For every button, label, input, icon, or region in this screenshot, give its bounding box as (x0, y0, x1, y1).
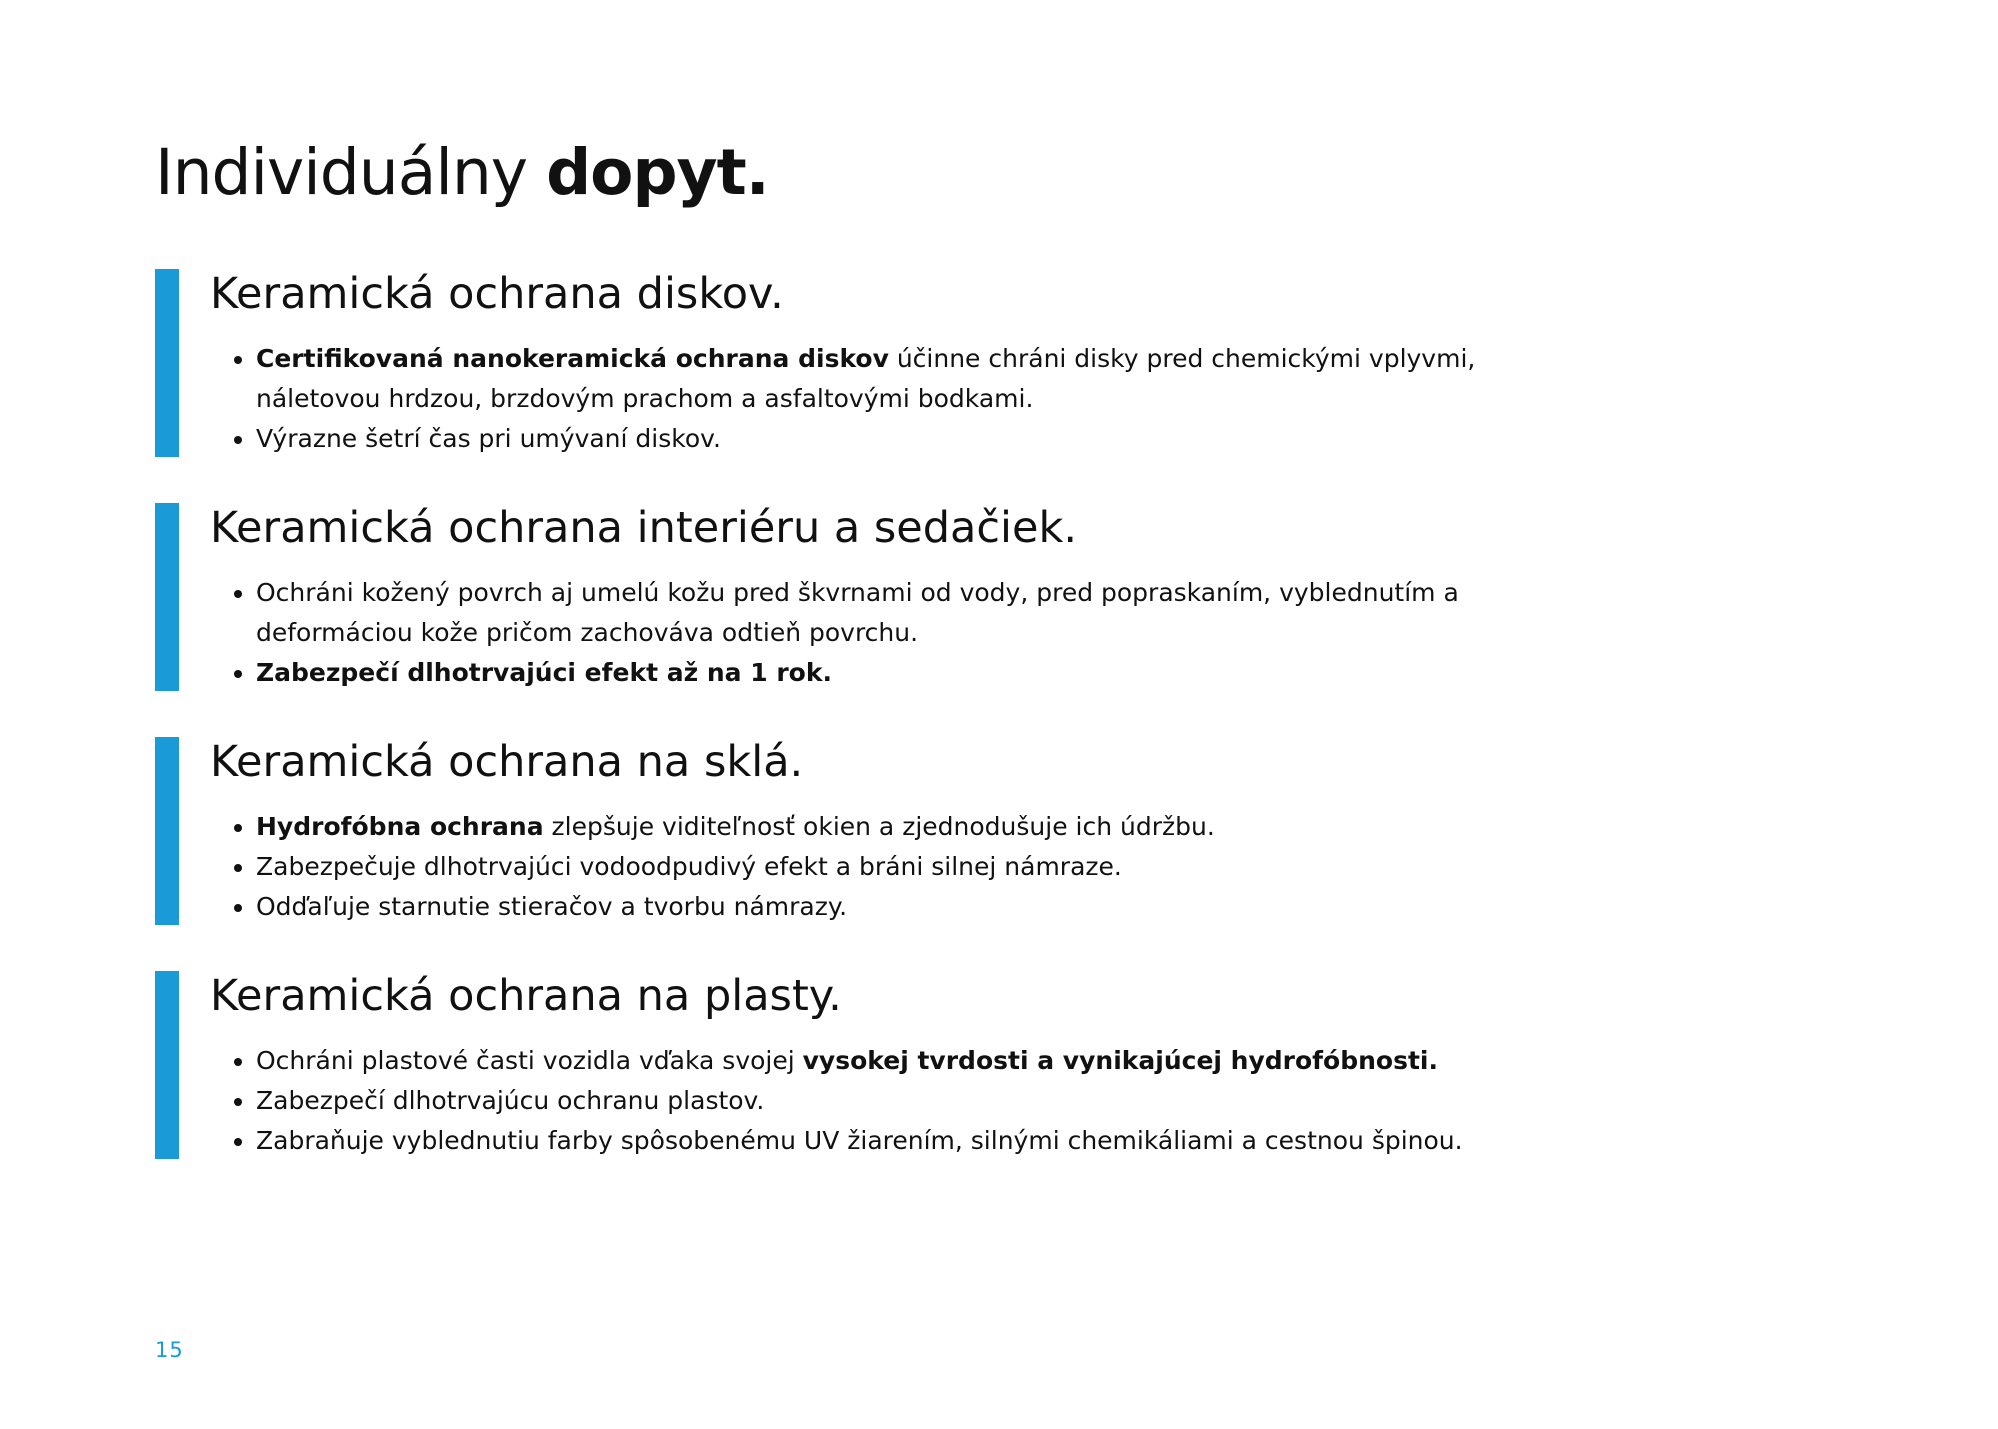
page-title (155, 138, 769, 207)
list-item (256, 847, 1576, 887)
bullet-list (210, 1041, 1576, 1161)
section-heading: Keramická ochrana na sklá. (210, 737, 804, 787)
bullet-list (210, 339, 1576, 459)
section-heading: Keramická ochrana na plasty. (210, 971, 842, 1021)
section-accent-bar (155, 269, 179, 457)
bullet-list (210, 807, 1576, 927)
list-item (256, 339, 1576, 419)
list-item-text: Ochráni plastové časti vozidla vďaka svojej (256, 1046, 803, 1075)
list-item (256, 653, 1576, 693)
list-item-bold: Hydrofóbna ochrana (256, 812, 544, 841)
section-interior (155, 503, 1655, 691)
list-item-bold: Zabezpečí dlhotrvajúci efekt až na 1 rok. (256, 658, 832, 687)
list-item-text: Zabezpečuje dlhotrvajúci vodoodpudivý efekt a bráni silnej námraze. (256, 852, 1122, 881)
section-disks (155, 269, 1655, 457)
list-item-text: zlepšuje viditeľnosť okien a zjednodušuje ich údržbu. (543, 812, 1215, 841)
list-item (256, 1041, 1576, 1081)
list-item-text: účinne chráni disky pred chemickými vplyvmi, náletovou hrdzou, brzdovým prachom a asfaltovými bodkami. (256, 344, 1476, 413)
list-item (256, 1121, 1576, 1161)
section-plastics (155, 971, 1655, 1159)
section-accent-bar (155, 971, 179, 1159)
list-item (256, 1081, 1576, 1121)
section-glass (155, 737, 1655, 925)
section-heading: Keramická ochrana interiéru a sedačiek. (210, 503, 1078, 553)
bullet-list (210, 573, 1576, 693)
list-item (256, 419, 1576, 459)
page-number: 15 (155, 1338, 184, 1362)
page-title-bold: dopyt. (546, 136, 769, 209)
section-heading: Keramická ochrana diskov. (210, 269, 784, 319)
list-item (256, 573, 1576, 653)
list-item-bold: Certifikovaná nanokeramická ochrana diskov (256, 344, 889, 373)
list-item-text: Zabraňuje vyblednutiu farby spôsobenému UV žiarením, silnými chemikáliami a cestnou špinou. (256, 1126, 1463, 1155)
list-item-text: Odďaľuje starnutie stieračov a tvorbu námrazy. (256, 892, 848, 921)
list-item-text: Výrazne šetrí čas pri umývaní diskov. (256, 424, 721, 453)
list-item (256, 887, 1576, 927)
list-item-text: Zabezpečí dlhotrvajúcu ochranu plastov. (256, 1086, 765, 1115)
list-item (256, 807, 1576, 847)
list-item-text: Ochráni kožený povrch aj umelú kožu pred škvrnami od vody, pred popraskaním, vyblednutím a deformáciou kože pričom zachováva odtieň povrchu. (256, 578, 1459, 647)
section-accent-bar (155, 503, 179, 691)
list-item-bold: vysokej tvrdosti a vynikajúcej hydrofóbnosti. (802, 1046, 1438, 1075)
page-title-light: Individuálny (155, 136, 547, 209)
section-accent-bar (155, 737, 179, 925)
